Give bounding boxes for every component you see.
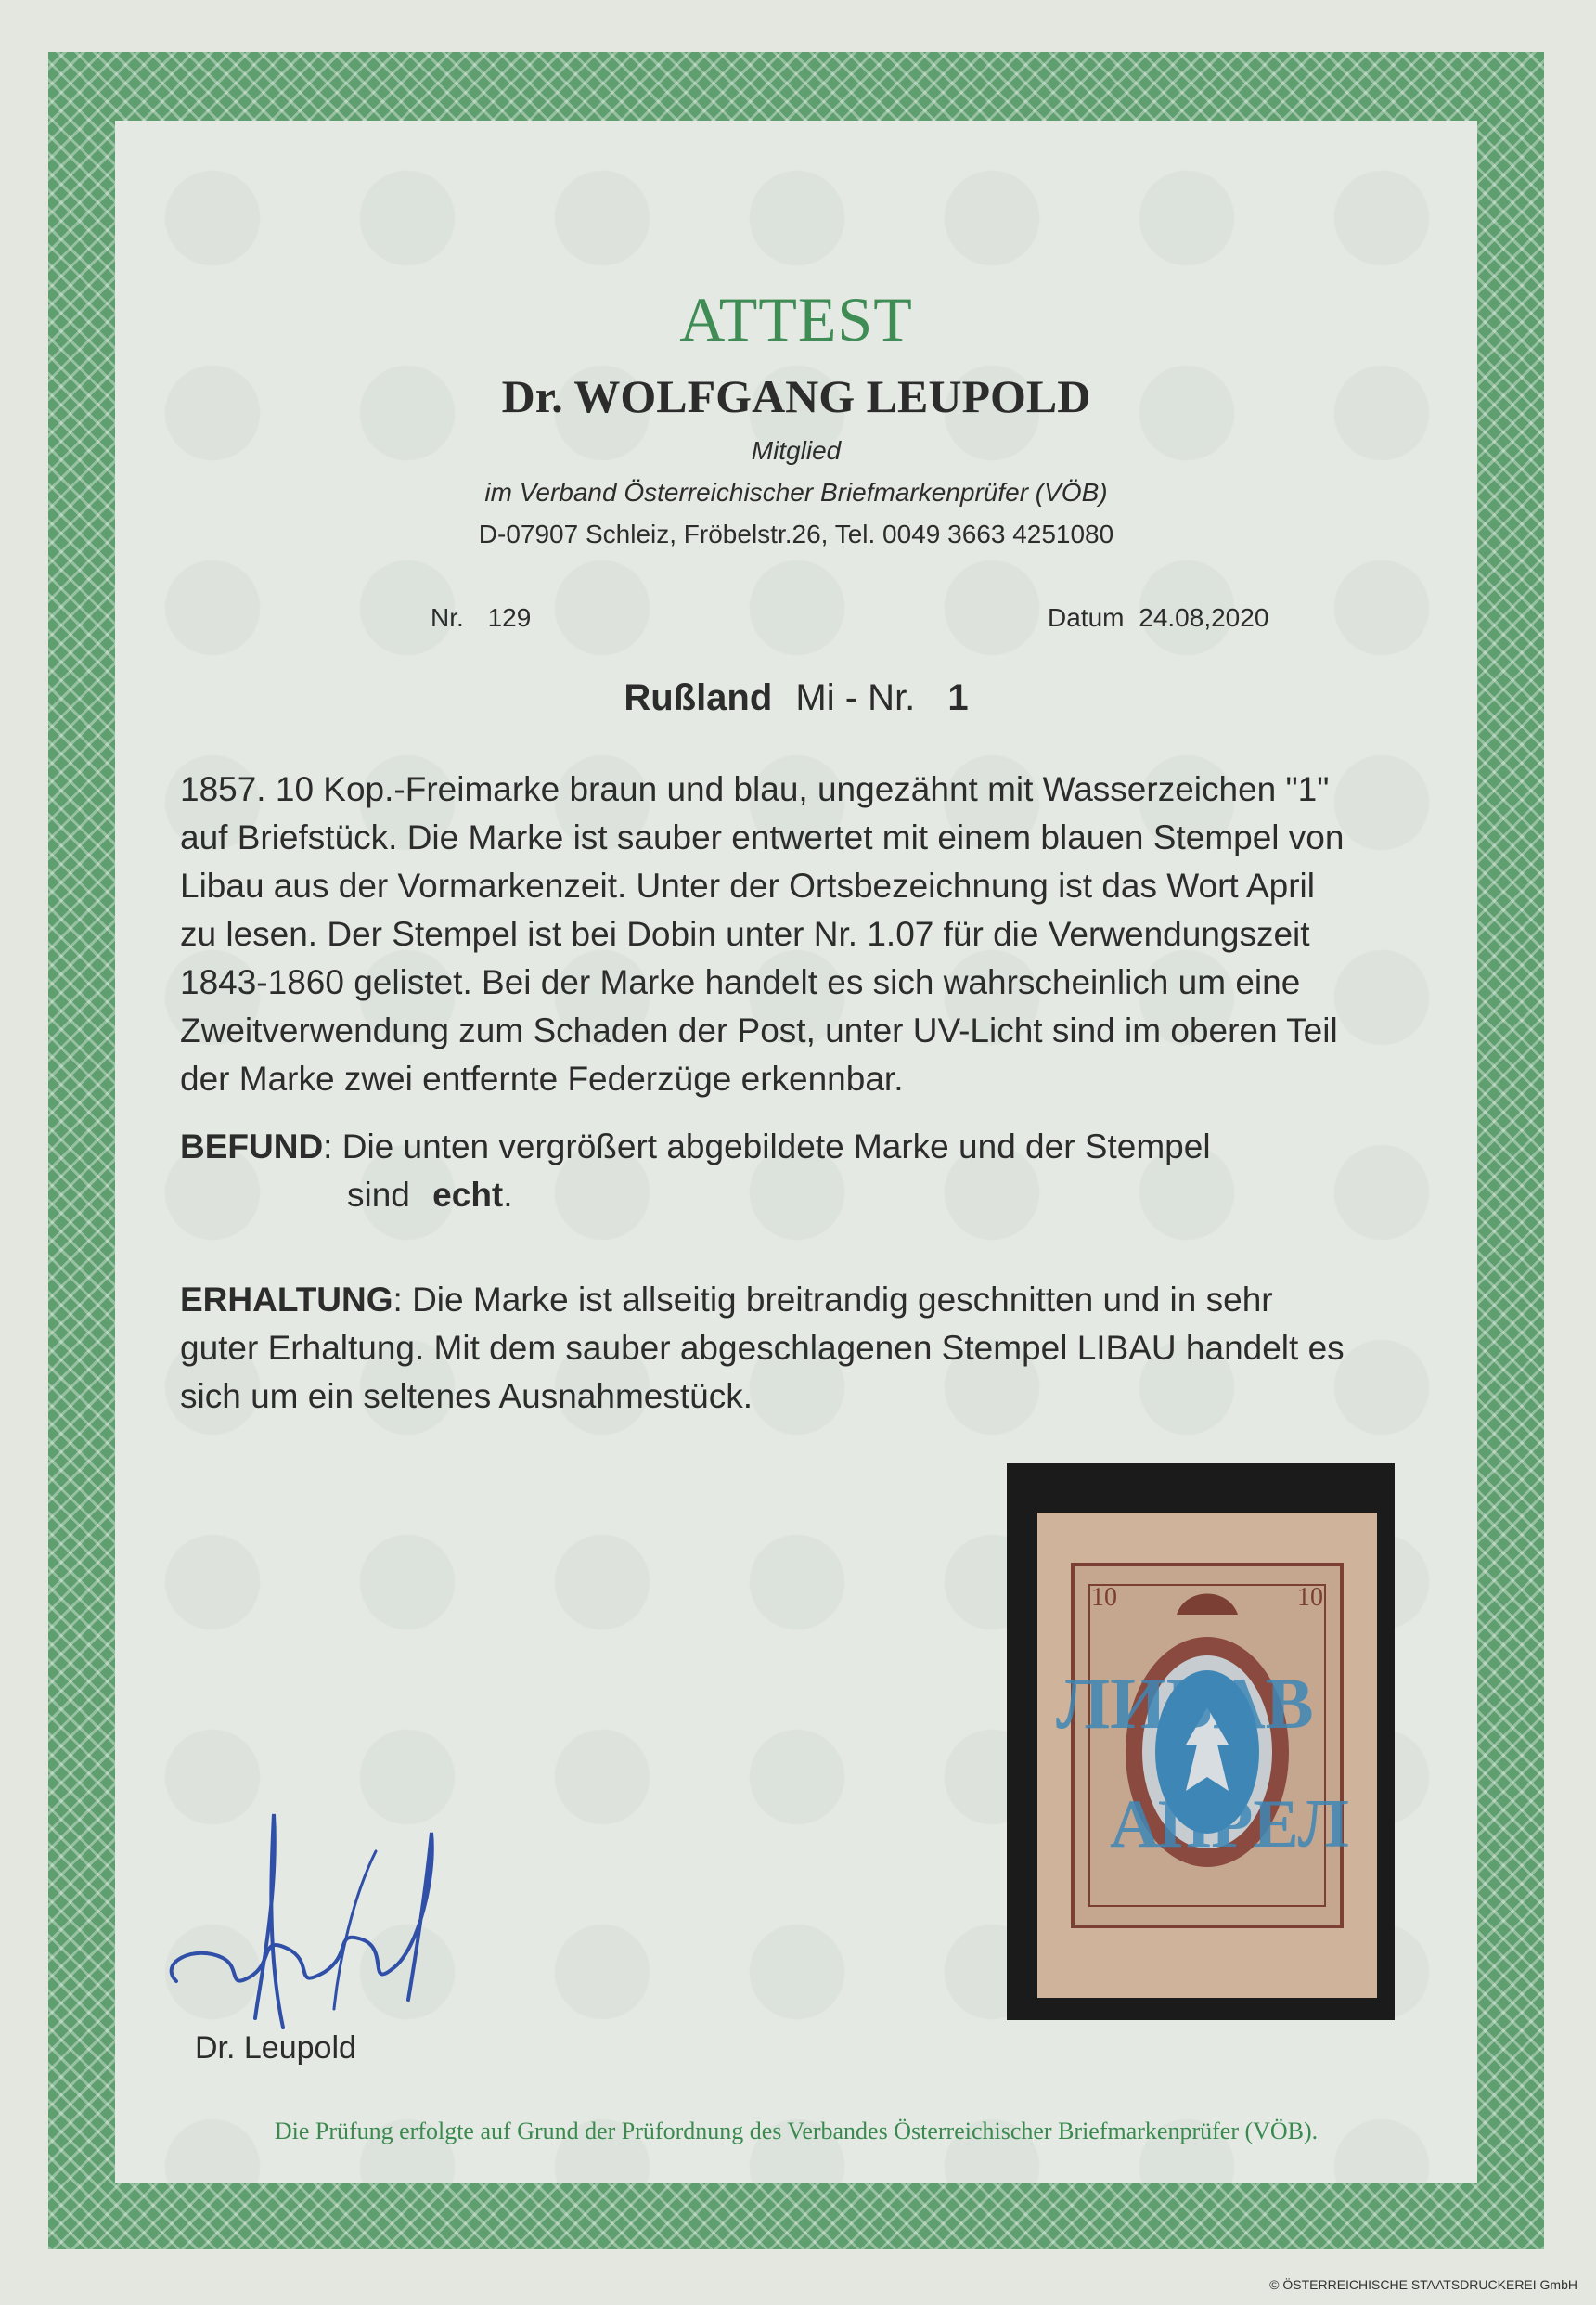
erhaltung-line-2: guter Erhaltung. Mit dem sauber abgeschlagenen Stempel LIBAU handelt es (180, 1329, 1345, 1367)
stamp-identification (115, 677, 1477, 719)
befund-verdict: echt (432, 1176, 504, 1214)
association-text: im Verband Österreichischer Briefmarkenprüfer (VÖB) (484, 478, 1108, 507)
befund-label: BEFUND (180, 1127, 324, 1165)
signature-stroke (172, 1833, 432, 2000)
stamp-corner-value: 10 (1091, 1583, 1117, 1612)
signature-label: Dr. Leupold (195, 2030, 356, 2066)
description-line: 1843-1860 gelistet. Bei der Marke handelt es sich wahrscheinlich um eine (180, 963, 1301, 1001)
befund-sind: sind (347, 1176, 410, 1214)
country-label: Rußland (624, 677, 773, 718)
examiner-address: D-07907 Schleiz, Fröbelstr.26, Tel. 0049 3663 4251080 (478, 520, 1114, 548)
stamp-description (180, 766, 1553, 1103)
examiner-name: Dr. WOLFGANG LEUPOLD (501, 370, 1091, 422)
erhaltung-section (180, 1276, 1535, 1421)
befund-text: : Die unten vergrößert abgebildete Marke und der Stempel (323, 1127, 1211, 1165)
description-line: Libau aus der Vormarkenzeit. Unter der Ortsbezeichnung ist das Wort April (180, 867, 1315, 905)
description-line: 1857. 10 Kop.-Freimarke braun und blau, ungezähnt mit Wasserzeichen "1" (180, 770, 1330, 808)
description-line: der Marke zwei entfernte Federzüge erkennbar. (180, 1060, 904, 1098)
erhaltung-label: ERHALTUNG (180, 1281, 393, 1319)
description-line: zu lesen. Der Stempel ist bei Dobin unter Nr. 1.07 für die Verwendungszeit (180, 915, 1310, 953)
nr-label: Nr. (431, 603, 464, 632)
befund-period: . (503, 1176, 513, 1214)
signature-stroke (334, 1851, 376, 2009)
date-label: Datum (1048, 603, 1125, 632)
signature-image (139, 1796, 473, 2055)
erhaltung-line-1: : Die Marke ist allseitig breitrandig geschnitten und in sehr (393, 1281, 1273, 1319)
stamp-image (1037, 1513, 1377, 1998)
printer-credit: © ÖSTERREICHISCHE STAATSDRUCKEREI GmbH (1269, 2277, 1577, 2292)
date-value: 24.08,2020 (1139, 603, 1269, 632)
nr-value: 129 (487, 603, 532, 632)
certificate-date (1048, 603, 1268, 633)
signature-stroke (255, 1814, 283, 2028)
stamp-corner-value: 10 (1297, 1583, 1323, 1612)
footer-text: Die Prüfung erfolgte auf Grund der Prüfordnung des Verbandes Österreichischer Briefmarkenprüfer (VÖB). (274, 2118, 1319, 2144)
befund-section (180, 1123, 1535, 1219)
description-line: Zweitverwendung zum Schaden der Post, unter UV-Licht sind im oberen Teil (180, 1011, 1338, 1049)
certificate-number (431, 603, 531, 633)
cancel-line-1: ЛИБАВ (1056, 1663, 1314, 1744)
certificate-title: ATTEST (679, 284, 913, 354)
catalog-label: Mi - Nr. (795, 677, 916, 718)
erhaltung-line-3: sich um ein seltenes Ausnahmestück. (180, 1377, 753, 1415)
description-line: auf Briefstück. Die Marke ist sauber entwertet mit einem blauen Stempel von (180, 818, 1345, 856)
membership-text: Mitglied (751, 436, 842, 465)
cancel-line-2: АПРЕЛ (1110, 1786, 1349, 1862)
catalog-number: 1 (947, 677, 969, 718)
stamp-piece (1037, 1513, 1377, 1998)
